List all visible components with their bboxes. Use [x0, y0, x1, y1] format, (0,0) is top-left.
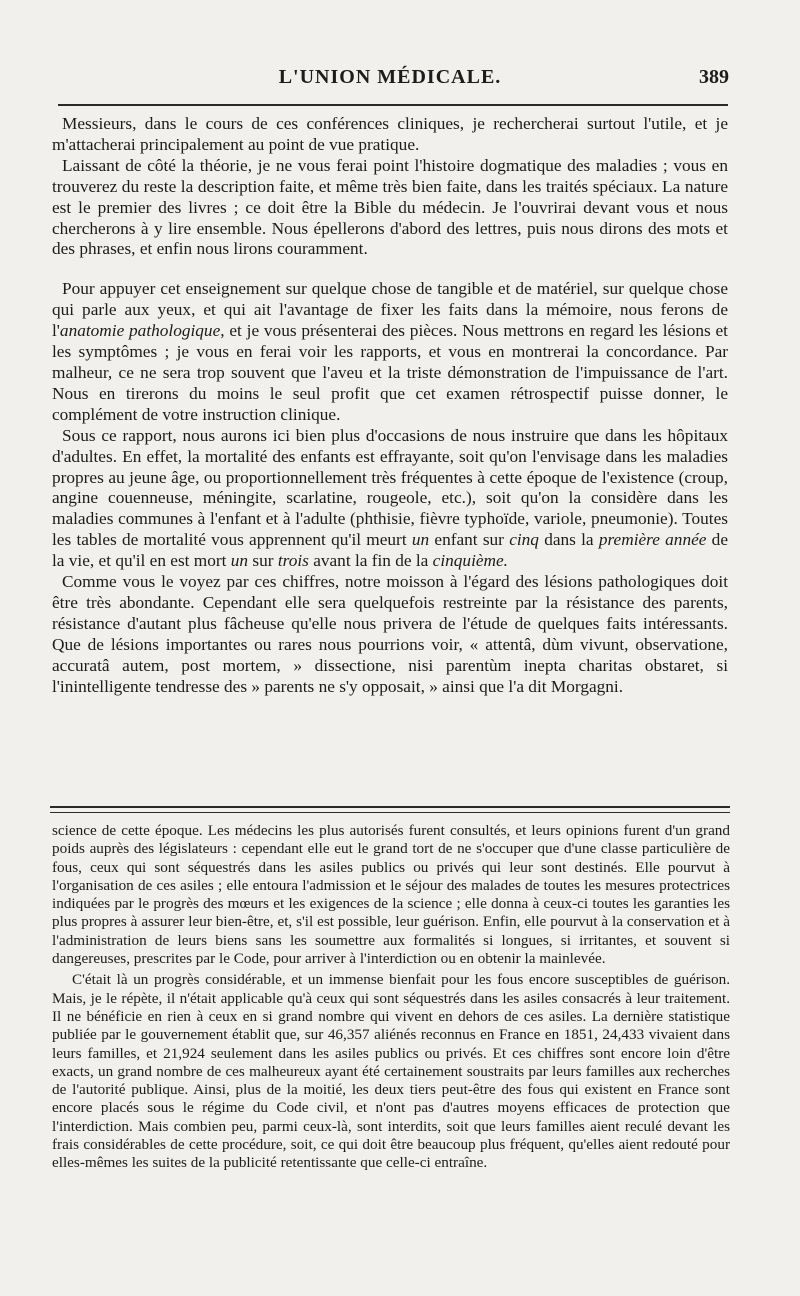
paragraph-3-text-a: Pour appuyer cet enseignement sur quelque chose de tangible et de matériel, sur quelque chose qui parle aux yeux, et qui ait l'avantage de fixer les faits dans la mémoire, nous ferons de l': [52, 279, 728, 341]
running-title: L'UNION MÉDICALE.: [278, 66, 502, 88]
main-text: [52, 114, 728, 697]
paragraph-1: Messieurs, dans le cours de ces conférences cliniques, je rechercherai surtout l'utile, et je m'attacherai principalement au point de vue pratique.: [52, 114, 728, 154]
paragraph-4-italic-3: première année: [598, 530, 707, 550]
paragraph-4-text-a: Sous ce rapport, nous aurons ici bien plus d'occasions de nous instruire que dans les hôpitaux d'adultes. En effet, la mortalité des enfants est effrayante, soit qu'on l'envisage dans les maladies propres au jeune âge, ou proportionnellement très fréquentes à cette époque de l'existence (croup, angine couenneuse, méningite, scarlatine, rougeole, etc.), soit qu'on la considère dans les maladies communes à l'enfant et à l'adulte (phthisie, fièvre typhoïde, variole, pneumonie). Toutes les tables de mortalité vous apprennent qu'il meurt: [52, 425, 728, 550]
footnote: [52, 822, 730, 1173]
paragraph-4-italic-4: un: [230, 551, 249, 571]
paragraph-3-text-b: , et je vous présenterai des pièces. Nous mettrons en regard les lésions et les symptômes ; je vous en ferai voir les rapports, et vous en montrerai la concordance. Par malheur, ce ne sera trop souvent que l'aveu et la triste démonstration de l'impuissance de l'art. Nous en tirerons du moins le seul profit que cet examen rétrospectif puisse donner, le complément de votre instruction clinique.: [52, 321, 728, 424]
paragraph-3-italic: anatomie pathologique: [59, 321, 221, 341]
paragraph-4-italic-2: cinq: [509, 530, 539, 550]
paragraph-4-text-b: enfant sur: [429, 530, 510, 550]
footnote-paragraph-2: C'était là un progrès considérable, et un immense bienfait pour les fous encore susceptibles de guérison. Mais, je le répète, il n'était applicable qu'à ceux qui sont séquestrés dans les asiles consacrés à leur traitement. Il ne bénéficie en rien à ceux en si grand nombre qui vivent en dehors de ces asiles. La dernière statistique publiée par le gouvernement établit que, sur 46,357 aliénés reconnus en France en 1851, 24,433 vivaient dans leurs familles, et 21,924 seulement dans les asiles publics ou privés. Et ces chiffres sont encore loin d'être exacts, un grand nombre de ces malheureux ayant été certainement soustraits par leurs familles aux recherches de l'autorité publique. Ainsi, plus de la moitié, les deux tiers peut-être des fous qui existent en France sont encore placés sous le régime du Code civil, et n'ont pas d'autres moyens efficaces de protection que l'interdiction. Mais combien peu, parmi ceux-là, sont interdits, soit que leurs familles aient reculé devant les frais considérables de cette procédure, soit, ce qui doit être beaucoup plus fréquent, qu'elles aient redouté pour elles-mêmes les suites de la publicité retentissante que celle-ci entraîne.: [52, 971, 730, 1172]
page-header: [55, 66, 729, 96]
footnote-paragraph-1: science de cette époque. Les médecins les plus autorisés furent consultés, et leurs opinions furent d'un grand poids auprès des législateurs : cependant elle eut le grand tort de ne s'occuper que d'une classe particulière de fous, ceux qui sont séquestrés dans les asiles publics ou privés qui leur sont destinés. Elle pourvut à l'organisation de ces asiles ; elle entoura l'admission et le séjour des malades de toutes les mesures protectrices indiquées par le progrès des mœurs et les exigences de la science ; elle donna à ceux-ci toutes les garanties les plus propres à assurer leur bien-être, et, s'il est possible, leur guérison. Enfin, elle pourvut à la conservation et à l'administration de leurs biens sans les soumettre aux formalités si longues, si irritantes, et souvent si dangereuses, prescrites par le Code, pour arriver à l'interdiction ou en obtenir la mainlevée.: [52, 822, 730, 968]
paragraph-4-italic-6: cinquième.: [432, 551, 509, 571]
footnote-rule: [50, 806, 730, 808]
paragraph-2: Laissant de côté la théorie, je ne vous ferai point l'histoire dogmatique des maladies ; vous en trouverez du reste la description faite, et même très bien faite, dans les traités spéciaux. La nature est le premier des livres ; ce doit être la Bible du médecin. Je l'ouvrirai devant vous et nous chercherons à y lire ensemble. Nous épellerons d'abord des lettres, puis nous dirons des mots et des phrases, et enfin nous lirons couramment.: [52, 155, 728, 259]
paragraph-4-italic-5: trois: [277, 551, 309, 571]
paragraph-4: [52, 426, 728, 572]
footnote-rule-thin: [50, 812, 730, 813]
header-rule: [58, 104, 728, 106]
paragraph-4-text-c: dans la: [538, 530, 599, 550]
paragraph-4-italic-1: un: [411, 530, 430, 550]
paragraph-4-text-e: sur: [248, 551, 278, 571]
paragraph-4-text-d: de la vie, et qu'il en est mort: [52, 530, 728, 571]
paragraph-5: Comme vous le voyez par ces chiffres, notre moisson à l'égard des lésions pathologiques doit être très abondante. Cependant elle sera quelquefois restreinte par la résistance des parents, résistance d'autant plus fâcheuse qu'elle nous privera de l'étude de quelques faits intéressants. Que de lésions importantes ou rares nous pourrions voir, « attentâ, dùm vivunt, observatione, accuratâ autem, post mortem, » dissectione, nisi parentùm inepta charitas obstaret, si l'inintelligente tendresse des » parents ne s'y opposait, » ainsi que l'a dit Morgagni.: [52, 572, 728, 696]
paragraph-3: [52, 279, 728, 425]
paragraph-4-text-f: avant la fin de la: [308, 551, 433, 571]
page-number: 389: [699, 66, 729, 88]
